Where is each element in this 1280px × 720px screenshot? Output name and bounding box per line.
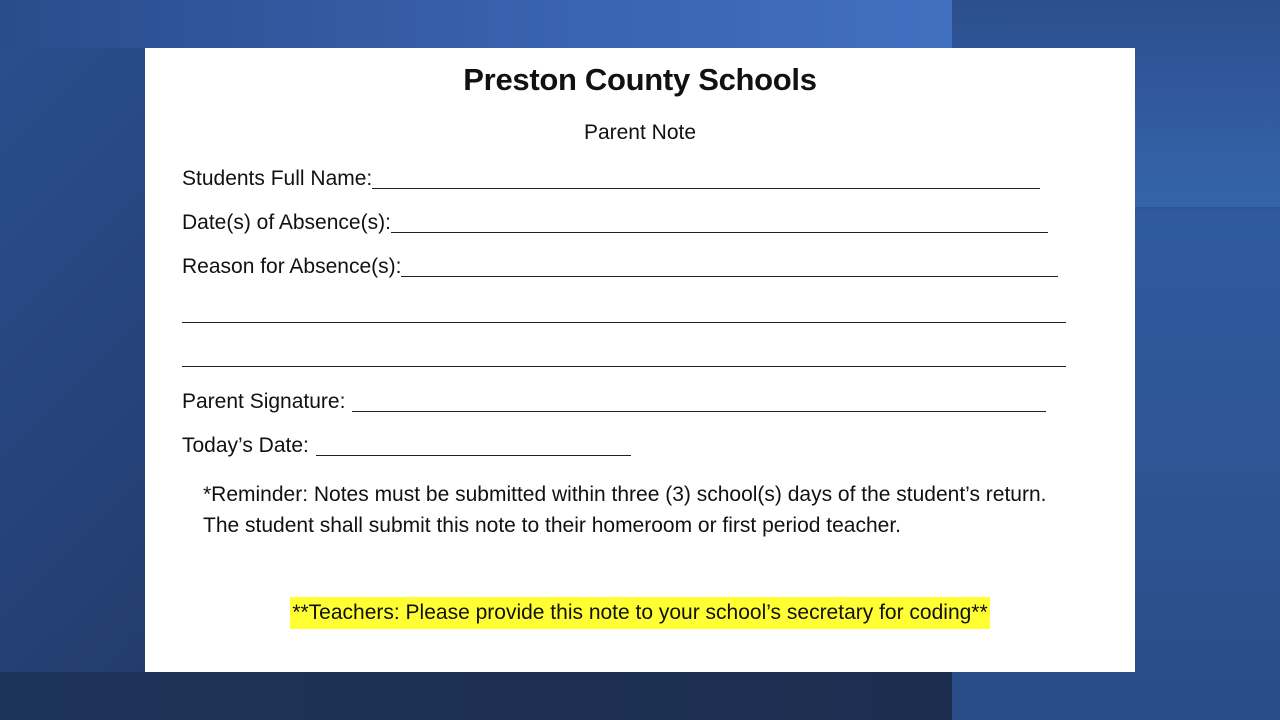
document-subtitle: Parent Note (583, 121, 697, 144)
parent-note-document (145, 48, 1135, 672)
todays-date-field (182, 433, 631, 459)
background-top-band (0, 0, 952, 48)
absence-reason-line (401, 256, 1058, 277)
absence-dates-label: Date(s) of Absence(s): (182, 211, 391, 234)
student-name-field (182, 166, 1040, 192)
teacher-note-highlight: **Teachers: Please provide this note to your school’s secretary for coding** (290, 597, 989, 629)
absence-reason-label: Reason for Absence(s): (182, 255, 402, 278)
parent-signature-line (352, 391, 1046, 412)
document-title: Preston County Schools (463, 62, 817, 97)
absence-dates-field (182, 210, 1048, 236)
parent-signature-field (182, 389, 1046, 415)
absence-reason-extra-line-1 (182, 322, 1066, 323)
teacher-note-container (145, 597, 1135, 629)
parent-signature-label: Parent Signature: (182, 390, 346, 413)
student-name-label: Students Full Name: (182, 167, 373, 190)
absence-dates-line (391, 212, 1048, 233)
background-bottom-band (0, 672, 952, 720)
reminder-text: *Reminder: Notes must be submitted within three (3) school(s) days of the student’s return. The student shall submit this note to their homeroom or first period teacher. (203, 483, 1047, 537)
absence-reason-extra-line-2 (182, 366, 1066, 367)
todays-date-line (316, 435, 631, 456)
student-name-line (372, 168, 1040, 189)
todays-date-label: Today’s Date: (182, 434, 309, 457)
absence-reason-field (182, 254, 1058, 280)
